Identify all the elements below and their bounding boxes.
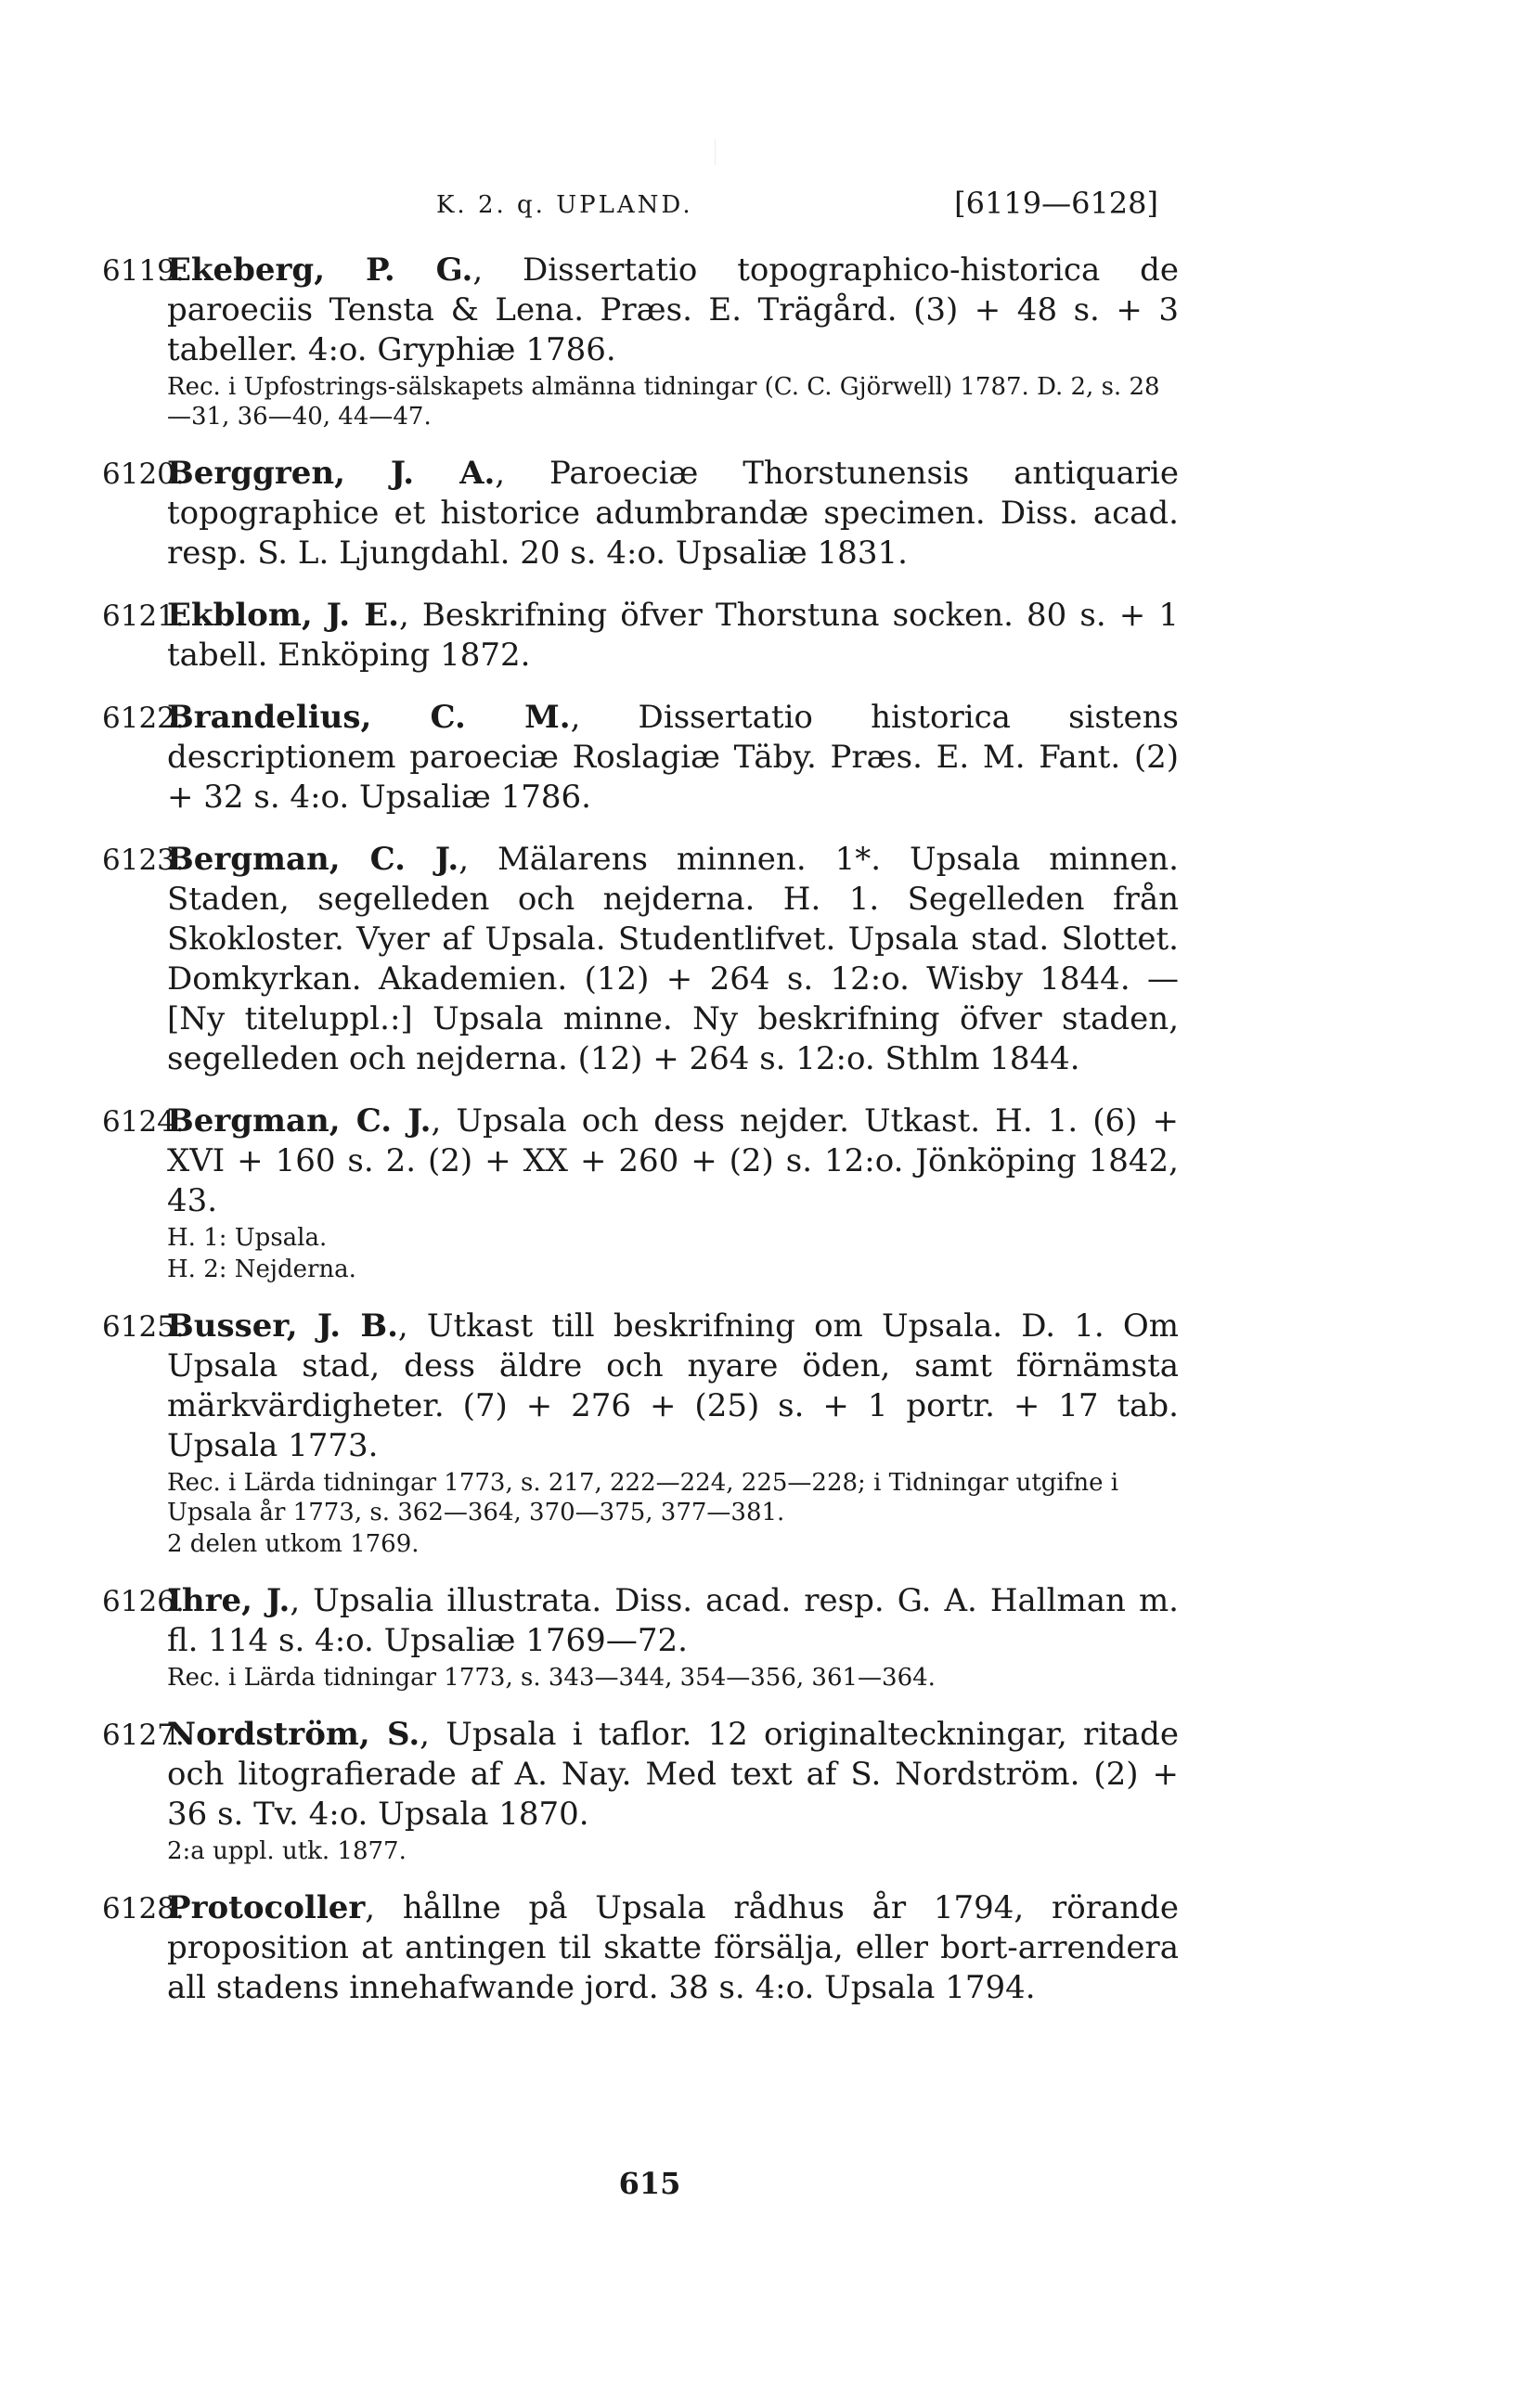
entry <box>102 1581 1179 1693</box>
entry-note: 2:a uppl. utk. 1877. <box>167 1837 407 1865</box>
entry-number: 6119. <box>102 254 185 288</box>
entry <box>102 454 1179 573</box>
entry <box>102 1101 1179 1284</box>
entry-number: 6121. <box>102 599 185 633</box>
scan-mark <box>715 139 716 165</box>
bibliography-list <box>102 251 1179 2030</box>
entry-text: , Paroeciæ Thorstunensis antiquarie topographice et historice adumbrandæ specimen. Diss. acad. resp. S. L. Ljungdahl. 20 s. 4:o. Upsaliæ 1831. <box>167 455 1179 572</box>
entry-number: 6123. <box>102 843 185 877</box>
entry <box>102 840 1179 1079</box>
entry-number: 6122. <box>102 702 185 735</box>
entry-text: , Utkast till beskrifning om Upsala. D. 1. Om Upsala stad, dess äldre och nyare öden, samt förnämsta märkvärdigheter. (7) + 276 + (25) s. + 1 portr. + 17 tab. Upsala 1773. <box>167 1307 1179 1464</box>
entry-note: H. 1: Upsala. <box>167 1224 328 1252</box>
entry-number: 6125. <box>102 1310 185 1344</box>
header-range: [6119—6128] <box>954 186 1158 221</box>
entry-author: Ekblom, J. E. <box>167 597 399 634</box>
entry-text: , Mälarens minnen. 1*. Upsala minnen. Staden, segelleden och nejderna. H. 1. Segelleden från Skokloster. Vyer af Upsala. Studentlifvet. Upsala stad. Slottet. Domkyrkan. Akademien. (12) + 264 s. 12:o. Wisby 1844. — [Ny titeluppl.:] Upsala minne. Ny beskrifning öfver staden, segelleden och nejderna. (12) + 264 s. 12:o. Sthlm 1844. <box>167 841 1179 1077</box>
entry-text: , Upsala och dess nejder. Utkast. H. 1. (6) + XVI + 160 s. 2. (2) + XX + 260 + (2) s. 12:o. Jönköping 1842, 43. <box>167 1102 1179 1219</box>
page-number: 615 <box>618 2166 681 2201</box>
entry-text: , Beskrifning öfver Thorstuna socken. 80 s. + 1 tabell. Enköping 1872. <box>167 597 1179 674</box>
entry-note: H. 2: Nejderna. <box>167 1256 356 1283</box>
running-header <box>167 184 1169 230</box>
entry <box>102 596 1179 676</box>
entry-note: 2 delen utkom 1769. <box>167 1530 420 1558</box>
entry-number: 6127. <box>102 1719 185 1752</box>
entry-number: 6128. <box>102 1892 185 1925</box>
entry <box>102 1888 1179 2008</box>
entry-note: Rec. i Lärda tidningar 1773, s. 343—344, 354—356, 361—364. <box>167 1664 936 1692</box>
entry <box>102 1715 1179 1866</box>
entry-author: Bergman, C. J. <box>167 1102 432 1140</box>
entry-text: , Upsala i taflor. 12 originalteckningar, ritade och litografierade af A. Nay. Med text af S. Nordström. (2) + 36 s. Tv. 4:o. Upsala 1870. <box>167 1716 1179 1833</box>
entry-author: Ekeberg, P. G. <box>167 251 473 289</box>
entry-author: Protocoller <box>167 1889 366 1926</box>
entry-text: , Upsalia illustrata. Diss. acad. resp. G. A. Hallman m. fl. 114 s. 4:o. Upsaliæ 1769—72. <box>167 1582 1179 1659</box>
entry <box>102 1307 1179 1559</box>
entry-text: , Dissertatio historica sistens descriptionem paroeciæ Roslagiæ Täby. Præs. E. M. Fant. (2) + 32 s. 4:o. Upsaliæ 1786. <box>167 699 1179 816</box>
entry-number: 6124. <box>102 1105 185 1139</box>
header-section: K. 2. q. UPLAND. <box>436 191 693 219</box>
entry <box>102 251 1179 431</box>
entry-author: Ihre, J. <box>167 1582 291 1619</box>
entry-note: Rec. i Lärda tidningar 1773, s. 217, 222—224, 225—228; i Tidningar utgifne i Upsala år 1773, s. 362—364, 370—375, 377—381. <box>167 1469 1119 1526</box>
entry-text: , Dissertatio topographico-historica de paroeciis Tensta & Lena. Præs. E. Trägård. (3) + 48 s. + 3 tabeller. 4:o. Gryphiæ 1786. <box>167 251 1179 368</box>
entry-author: Busser, J. B. <box>167 1307 398 1345</box>
entry-number: 6120. <box>102 457 185 491</box>
entry-author: Berggren, J. A. <box>167 455 496 492</box>
entry-author: Brandelius, C. M. <box>167 699 571 736</box>
entry-note: Rec. i Upfostrings-sälskapets almänna tidningar (C. C. Gjörwell) 1787. D. 2, s. 28—31, 36—40, 44—47. <box>167 373 1160 431</box>
entry-text: , hållne på Upsala rådhus år 1794, rörande proposition at antingen til skatte försälja, eller bort-arrendera all stadens innehafwande jord. 38 s. 4:o. Upsala 1794. <box>167 1889 1179 2006</box>
entry <box>102 698 1179 818</box>
entry-author: Bergman, C. J. <box>167 841 459 878</box>
entry-number: 6126. <box>102 1585 185 1618</box>
entry-author: Nordström, S. <box>167 1716 420 1753</box>
